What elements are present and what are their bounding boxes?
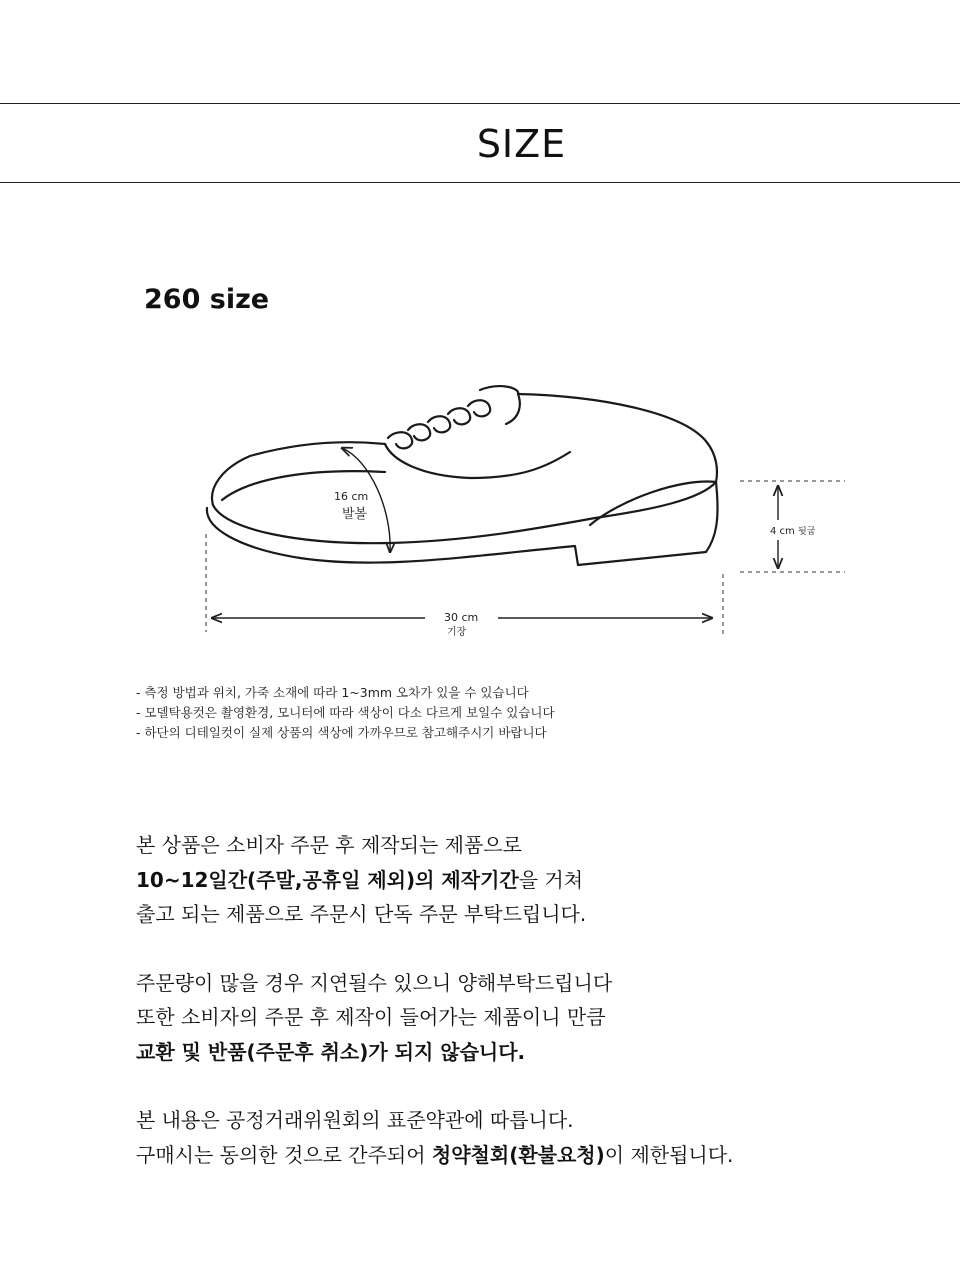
production-period: 10~12일간(주말,공휴일 제외)의 제작기간 — [136, 867, 519, 892]
notice-paragraph-terms — [136, 1103, 733, 1172]
size-label: 260 size — [144, 284, 270, 315]
measurement-notes — [136, 683, 555, 743]
notice-line — [136, 1138, 733, 1173]
heel-value: 4 cm — [770, 526, 795, 537]
notice-text: 을 거쳐 — [518, 867, 584, 892]
header-bottom-rule — [0, 182, 960, 183]
length-label: 기장 — [447, 627, 467, 638]
note-item: - 모델탁용컷은 촬영환경, 모니터에 따라 색상이 다소 다르게 보일수 있습니다 — [136, 705, 555, 720]
page-title: SIZE — [476, 122, 567, 166]
heel-label: 뒷굽 — [798, 527, 816, 537]
notice-line: 본 내용은 공정거래위원회의 표준약관에 따릅니다. — [136, 1108, 574, 1132]
instep-label: 발볼 — [342, 507, 368, 522]
withdrawal-restriction: 청약철회(환불요청) — [431, 1142, 605, 1167]
note-item: - 측정 방법과 위치, 가죽 소재에 따라 1~3mm 오차가 있을 수 있습니다 — [136, 685, 529, 700]
header-top-rule — [0, 103, 960, 104]
length-value: 30 cm — [444, 611, 479, 624]
notice-text: 이 제한됩니다. — [604, 1142, 734, 1167]
shoe-size-diagram — [0, 360, 960, 660]
notice-line — [136, 863, 733, 898]
notice-text: 구매시는 동의한 것으로 간주되어 — [136, 1142, 432, 1167]
notice-line: 주문량이 많을 경우 지연될수 있으니 양해부탁드립니다 — [136, 970, 613, 995]
notice-line: 본 상품은 소비자 주문 후 제작되는 제품으로 — [136, 833, 522, 857]
no-exchange-notice: 교환 및 반품(주문후 취소)가 되지 않습니다. — [136, 1039, 526, 1064]
shoe-outline — [207, 386, 718, 565]
notice-paragraph-exchange — [136, 966, 733, 1070]
instep-value: 16 cm — [334, 490, 369, 503]
note-item: - 하단의 디테일컷이 실제 상품의 색상에 가까우므로 참고해주시기 바랍니다 — [136, 725, 547, 740]
order-notice — [136, 828, 733, 1206]
notice-paragraph-production — [136, 828, 733, 932]
notice-line: 또한 소비자의 주문 후 제작이 들어가는 제품이니 만큼 — [136, 1005, 606, 1029]
notice-line: 출고 되는 제품으로 주문시 단독 주문 부탁드립니다. — [136, 902, 587, 926]
